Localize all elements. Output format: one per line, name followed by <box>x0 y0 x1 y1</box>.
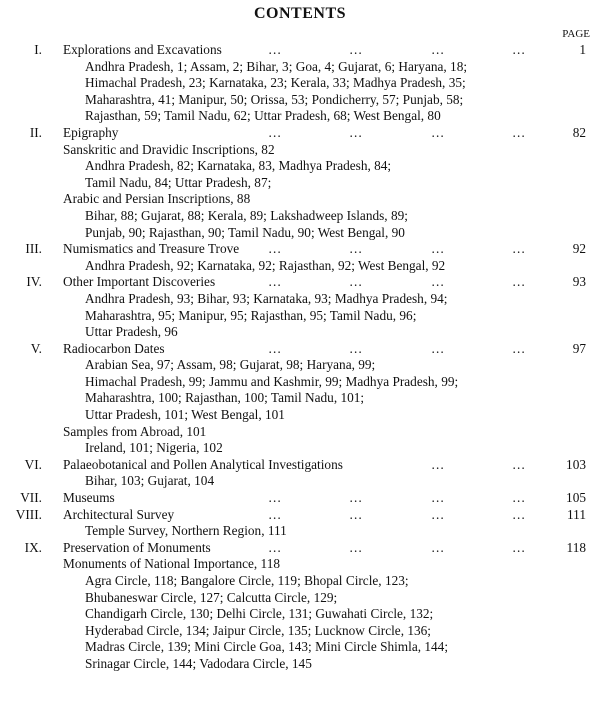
page-number: 92 <box>572 241 586 257</box>
detail-text: Temple Survey, Northern Region, 111 <box>85 523 287 539</box>
leader-dots: … <box>268 506 282 522</box>
leader-dots: … <box>512 340 526 356</box>
leader-dots: … <box>349 506 363 522</box>
page-title: CONTENTS <box>253 5 347 22</box>
detail-text: Maharashtra, 95; Manipur, 95; Rajasthan, 95; Tamil Nadu, 96; <box>85 307 417 323</box>
section-heading: Other Important Discoveries <box>63 274 216 290</box>
detail-text: Uttar Pradesh, 96 <box>85 324 178 340</box>
leader-dots: … <box>349 241 363 257</box>
page-number: 105 <box>566 490 586 506</box>
toc-detail-line <box>0 374 600 391</box>
section-heading: Museums <box>63 490 115 506</box>
subsection-heading: Sanskritic and Dravidic Inscriptions, 82 <box>63 141 275 157</box>
toc-detail-line <box>0 623 600 640</box>
toc-entry <box>0 457 600 474</box>
page-number: 82 <box>572 124 586 140</box>
toc-entry <box>0 490 600 507</box>
leader-dots: … <box>431 241 445 257</box>
leader-dots: … <box>349 274 363 290</box>
toc-detail-line <box>0 308 600 325</box>
toc-detail-line <box>0 639 600 656</box>
detail-text: Andhra Pradesh, 1; Assam, 2; Bihar, 3; Goa, 4; Gujarat, 6; Haryana, 18; <box>85 58 468 74</box>
toc-detail-line <box>0 440 600 457</box>
subsection-heading: Samples from Abroad, 101 <box>63 423 207 439</box>
section-numeral: VI. <box>24 456 42 472</box>
detail-text: Agra Circle, 118; Bangalore Circle, 119; Bhopal Circle, 123; <box>85 573 409 588</box>
toc-entry <box>0 125 600 142</box>
toc-subsection <box>0 142 600 159</box>
detail-text: Punjab, 90; Rajasthan, 90; Tamil Nadu, 90; West Bengal, 90 <box>85 224 405 240</box>
section-numeral: III. <box>25 241 42 257</box>
detail-text: Andhra Pradesh, 93; Bihar, 93; Karnataka, 93; Madhya Pradesh, 94; <box>85 290 448 306</box>
leader-dots: … <box>512 506 526 522</box>
page-number: 103 <box>566 456 586 472</box>
leader-dots: … <box>431 124 445 140</box>
detail-text: Himachal Pradesh, 23; Karnataka, 23; Kerala, 33; Madhya Pradesh, 35; <box>85 75 466 91</box>
leader-dots: … <box>512 124 526 140</box>
leader-dots: … <box>431 456 445 472</box>
detail-text: Arabian Sea, 97; Assam, 98; Gujarat, 98; Haryana, 99; <box>85 357 376 373</box>
toc-detail-line <box>0 390 600 407</box>
toc-detail-line <box>0 606 600 623</box>
detail-text: Bihar, 103; Gujarat, 104 <box>85 473 215 489</box>
toc-entry <box>0 241 600 258</box>
detail-text: Maharashtra, 41; Manipur, 50; Orissa, 53; Pondicherry, 57; Punjab, 58; <box>85 91 464 107</box>
section-heading: Radiocarbon Dates <box>63 340 165 356</box>
toc-detail-line <box>0 656 600 673</box>
leader-dots: … <box>431 274 445 290</box>
toc-detail-line <box>0 208 600 225</box>
toc-detail-line <box>0 108 600 125</box>
leader-dots: … <box>512 539 526 555</box>
page-number: 118 <box>566 539 586 555</box>
detail-text: Andhra Pradesh, 92; Karnataka, 92; Rajasthan, 92; West Bengal, 92 <box>85 257 446 273</box>
page-number: 111 <box>567 506 586 522</box>
toc-detail-line <box>0 258 600 275</box>
toc-subsection <box>0 191 600 208</box>
detail-text: Maharashtra, 100; Rajasthan, 100; Tamil Nadu, 101; <box>85 390 365 406</box>
toc-detail-line <box>0 158 600 175</box>
section-numeral: II. <box>29 124 42 140</box>
page-number: 93 <box>572 274 586 290</box>
leader-dots: … <box>512 456 526 472</box>
detail-text: Tamil Nadu, 84; Uttar Pradesh, 87; <box>85 174 272 190</box>
toc-entry <box>0 341 600 358</box>
toc-entry <box>0 42 600 59</box>
toc-subsection <box>0 424 600 441</box>
page-column-header: PAGE <box>562 28 590 40</box>
page-number: 97 <box>572 340 586 356</box>
leader-dots: … <box>431 539 445 555</box>
detail-text: Rajasthan, 59; Tamil Nadu, 62; Uttar Pradesh, 68; West Bengal, 80 <box>85 108 441 124</box>
leader-dots: … <box>349 124 363 140</box>
leader-dots: … <box>349 490 363 506</box>
section-numeral: I. <box>34 42 42 57</box>
leader-dots: … <box>268 274 282 290</box>
toc-entry <box>0 540 600 557</box>
toc-detail-line <box>0 590 600 607</box>
toc-detail-line <box>0 407 600 424</box>
leader-dots: … <box>268 42 282 57</box>
section-numeral: IV. <box>26 274 42 290</box>
leader-dots: … <box>431 490 445 506</box>
leader-dots: … <box>268 241 282 257</box>
section-heading: Architectural Survey <box>63 506 175 522</box>
toc-entry <box>0 507 600 524</box>
toc-subsection <box>0 556 600 573</box>
toc-detail-line <box>0 92 600 109</box>
page-number: 1 <box>579 42 586 57</box>
leader-dots: … <box>512 241 526 257</box>
toc-detail-line <box>0 75 600 92</box>
leader-dots: … <box>268 340 282 356</box>
toc-detail-line <box>0 357 600 374</box>
section-heading: Palaeobotanical and Pollen Analytical Investigations <box>63 456 343 472</box>
leader-dots: … <box>431 42 445 57</box>
section-heading: Numismatics and Treasure Trove <box>63 241 240 257</box>
detail-text: Ireland, 101; Nigeria, 102 <box>85 440 223 456</box>
detail-text: Hyderabad Circle, 134; Jaipur Circle, 135; Lucknow Circle, 136; <box>85 622 431 638</box>
section-numeral: VII. <box>20 490 42 506</box>
toc-detail-line <box>0 225 600 242</box>
detail-text: Bhubaneswar Circle, 127; Calcutta Circle, 129; <box>85 589 338 605</box>
toc-detail-line <box>0 473 600 490</box>
section-numeral: VIII. <box>15 506 42 522</box>
toc-entry <box>0 274 600 291</box>
detail-text: Chandigarh Circle, 130; Delhi Circle, 131; Guwahati Circle, 132; <box>85 606 434 622</box>
leader-dots: … <box>268 490 282 506</box>
detail-text: Andhra Pradesh, 82; Karnataka, 83, Madhya Pradesh, 84; <box>85 158 392 174</box>
table-of-contents <box>0 42 600 673</box>
leader-dots: … <box>349 340 363 356</box>
leader-dots: … <box>268 124 282 140</box>
toc-detail-line <box>0 59 600 76</box>
subsection-heading: Monuments of National Importance, 118 <box>63 556 281 572</box>
section-heading: Epigraphy <box>63 124 119 140</box>
leader-dots: … <box>512 42 526 57</box>
detail-text: Himachal Pradesh, 99; Jammu and Kashmir, 99; Madhya Pradesh, 99; <box>85 373 459 389</box>
section-heading: Explorations and Excavations <box>63 42 222 57</box>
leader-dots: … <box>431 506 445 522</box>
section-numeral: V. <box>30 340 42 356</box>
detail-text: Madras Circle, 139; Mini Circle Goa, 143; Mini Circle Shimla, 144; <box>85 639 449 655</box>
section-heading: Preservation of Monuments <box>63 539 211 555</box>
leader-dots: … <box>349 539 363 555</box>
subsection-heading: Arabic and Persian Inscriptions, 88 <box>63 191 251 207</box>
leader-dots: … <box>349 42 363 57</box>
detail-text: Srinagar Circle, 144; Vadodara Circle, 145 <box>85 655 312 671</box>
detail-text: Uttar Pradesh, 101; West Bengal, 101 <box>85 407 285 423</box>
toc-detail-line <box>0 291 600 308</box>
section-numeral: IX. <box>24 539 42 555</box>
toc-detail-line <box>0 573 600 590</box>
detail-text: Bihar, 88; Gujarat, 88; Kerala, 89; Lakshadweep Islands, 89; <box>85 207 408 223</box>
leader-dots: … <box>512 490 526 506</box>
leader-dots: … <box>268 539 282 555</box>
toc-detail-line <box>0 324 600 341</box>
leader-dots: … <box>512 274 526 290</box>
toc-detail-line <box>0 175 600 192</box>
toc-detail-line <box>0 523 600 540</box>
leader-dots: … <box>431 340 445 356</box>
